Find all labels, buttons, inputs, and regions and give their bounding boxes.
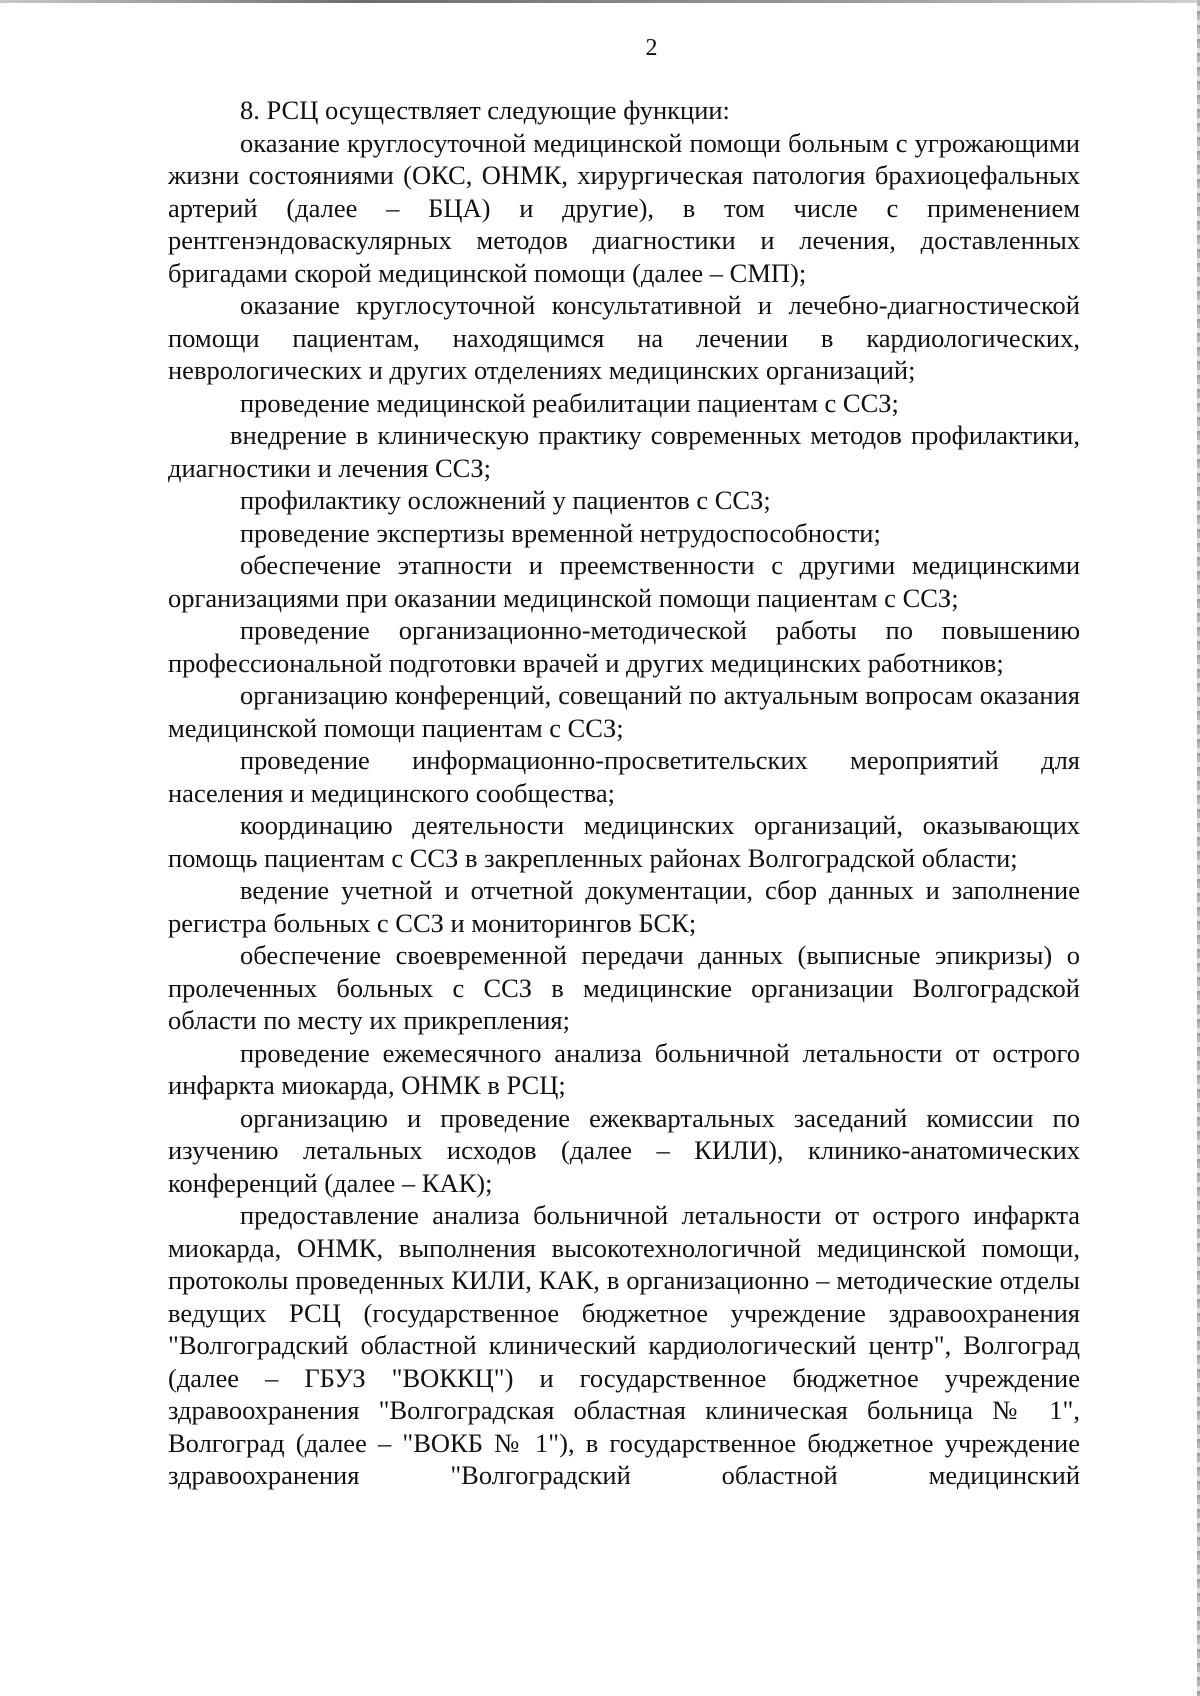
- paragraph-documentation-registry: ведение учетной и отчетной документации, сбор данных и заполнение регистра больных с ССЗ и мониторингов БСК;: [168, 875, 1080, 938]
- paragraph-consultative-care: оказание круглосуточной консультативной и лечебно-диагностической помощи пациентам, находящимся на лечении в кардиологических, неврологических и других отделениях медицинских организаций;: [168, 290, 1080, 385]
- paragraph-section-8-heading: 8. РСЦ осуществляет следующие функции:: [240, 95, 730, 125]
- scan-top-edge: [0, 0, 1200, 3]
- paragraph-educational-events: проведение информационно-просветительских мероприятий для населения и медицинского сообщества;: [168, 745, 1080, 808]
- paragraph-round-the-clock-care: оказание круглосуточной медицинской помощи больным с угрожающими жизни состояниями (ОКС, ОНМК, хирургическая патология брахиоцефальных артерий (далее – БЦА) и другие), в том числе с применением рентгенэндоваскулярных методов диагностики и лечения, доставленных бригадами скорой медицинской помощи (далее – СМП);: [168, 127, 1080, 288]
- paragraph-complication-prevention: профилактику осложнений у пациентов с ССЗ;: [240, 485, 771, 515]
- paragraph-disability-expertise: проведение экспертизы временной нетрудоспособности;: [240, 517, 881, 548]
- paragraph-kili-meetings: организацию и проведение ежеквартальных заседаний комиссии по изучению летальных исходов (далее – КИЛИ), клинико-анатомических конференций (далее – КАК);: [168, 1102, 1080, 1198]
- paragraph-coordination: координацию деятельности медицинских организаций, оказывающих помощь пациентам с ССЗ в закрепленных районах Волгоградской области;: [168, 810, 1080, 873]
- paragraph-methodical-work: проведение организационно-методической работы по повышению профессиональной подготовки врачей и других медицинских работников;: [168, 615, 1080, 678]
- paragraph-conferences: организацию конференций, совещаний по актуальным вопросам оказания медицинской помощи пациентам с ССЗ;: [168, 680, 1080, 743]
- paragraph-monthly-mortality-analysis: проведение ежемесячного анализа больничной летальности от острого инфаркта миокарда, ОНМК в РСЦ;: [168, 1037, 1080, 1100]
- paragraph-analysis-reporting: предоставление анализа больничной летальности от острого инфаркта миокарда, ОНМК, выполнения высокотехнологичной медицинской помощи, протоколы проведенных КИЛИ, КАК, в организационно – методические отделы ведущих РСЦ (государственное бюджетное учреждение здравоохранения "Волгоградский областной клинический кардиологический центр", Волгоград (далее – ГБУЗ "ВОККЦ") и государственное бюджетное учреждение здравоохранения "Волгоградская областная клиническая больница № 1", Волгоград (далее – "ВОКБ № 1"), в государственное бюджетное учреждение здравоохранения "Волгоградский областной медицинский: [168, 1200, 1080, 1490]
- document-body: [168, 94, 1080, 1492]
- paragraph-clinical-implementation: внедрение в клиническую практику современных методов профилактики, диагностики и лечения ССЗ;: [168, 420, 1080, 483]
- paragraph-continuity-of-care: обеспечение этапности и преемственности с другими медицинскими организациями при оказании медицинской помощи пациентам с ССЗ;: [168, 550, 1080, 613]
- paragraph-data-transfer: обеспечение своевременной передачи данных (выписные эпикризы) о пролеченных больных с ССЗ в медицинские организации Волгоградской области по месту их прикрепления;: [168, 940, 1080, 1035]
- paragraph-rehabilitation: проведение медицинской реабилитации пациентам с ССЗ;: [240, 387, 899, 418]
- page-number: 2: [645, 35, 658, 61]
